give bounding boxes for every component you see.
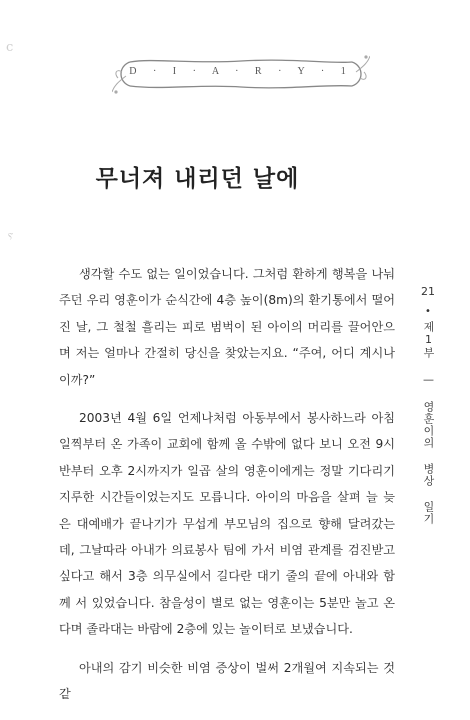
banner-label: D · I · A · R · Y · 1 (129, 66, 353, 77)
running-head-dot: • (425, 306, 431, 317)
paragraph: 아내의 감기 비슷한 비염 증상이 벌써 2개월여 지속되는 것 같 (59, 660, 395, 702)
ornament-mark-left: ⲋ (8, 228, 14, 243)
paragraph: 생각할 수도 없는 일이었습니다. 그처럼 환하게 행복을 나눠 주던 우리 영훈이가 순식간에 4층 높이(8m)의 환기통에서 떨어진 날, 그 철철 흘리는 피로 범벅이 된 아이의 머리를 끌어안으며 저는 얼마나 간절히 당신을 찾았는지요. “주여, 어디 계시나이까?” (59, 267, 395, 387)
running-head-title: 제1부 — 영훈이의 병상 일기 (422, 321, 435, 525)
diary-banner (112, 52, 370, 98)
page-number: 21 (421, 285, 435, 298)
ornament-mark-top-left: ⅽ (6, 40, 14, 55)
chapter-title: 무너져 내리던 날에 (95, 166, 300, 192)
body-text (59, 261, 395, 720)
running-head (420, 285, 436, 528)
paragraph: 2003년 4월 6일 언제나처럼 아동부에서 봉사하느라 아침 일찍부터 온 가족이 교회에 함께 올 수밖에 없다 보니 오전 9시 반부터 오후 2시까지가 일곱 살의 영훈이에게는 정말 기다리기 지루한 시간들이었는지도 모릅니다. 아이의 마음을 살펴 늘 늦은 대예배가 끝나기가 무섭게 부모님의 집으로 향해 달려갔는데, 그날따라 아내가 의료봉사 팀에 가서 비염 관계를 검진받고 싶다고 해서 3층 의무실에서 길다란 대기 줄의 끝에 아내와 함께 서 있었습니다. 참을성이 별로 없는 영훈이는 5분만 놀고 온다며 졸라대는 바람에 2층에 있는 놀이터로 보냈습니다. (59, 411, 395, 637)
